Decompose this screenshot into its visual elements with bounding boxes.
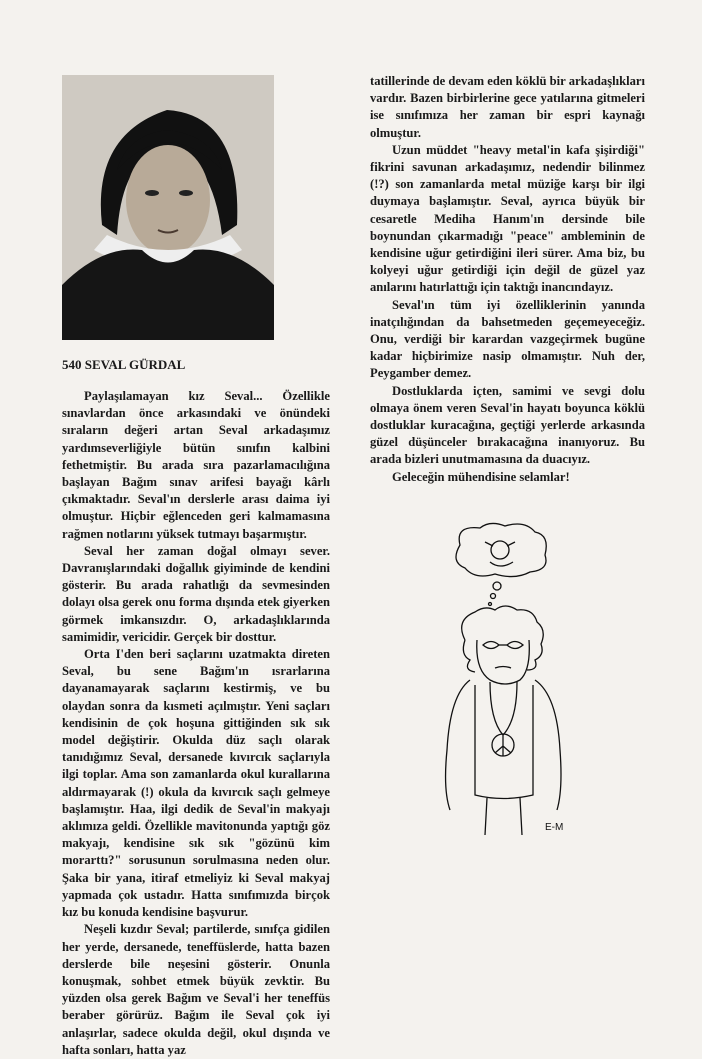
student-caption: 540 SEVAL GÜRDAL bbox=[62, 357, 186, 372]
paragraph: Seval her zaman doğal olmayı sever. Davranışlarındaki doğallık giyiminde de kendini gösterir. Bu arada rahatlığı da sevmesinden dolayı olsa gerek onu forma dışında etek giyerken görmek imkansızdır. O, arkadaşlıklarında samimidir, vericidir. Gerçek bir dosttur. bbox=[62, 543, 330, 644]
paragraph: Paylaşılamayan kız Seval... Özellikle sınavlardan önce arkasındaki ve önündeki sıraların değeri artan Seval arkadaşımız yardımseverliğiyle bütün sınıfın kalbini fethetmiştir. Bu arada sıra pazarlamacılığına başlayan Bağım sınav arifesi bayağı kârlı çıkmaktadır. Seval'ın derslerle arası daima iyi olmuştur. Hiçbir eğlenceden geri kalmamasına rağmen notlarını yüksek tutmayı başarmıştır. bbox=[62, 389, 330, 541]
paragraph: tatillerinde de devam eden köklü bir arkadaşlıkları vardır. Bazen birbirlerine gece yatılarına gitmeleri ise sınıfımıza her zaman bir espri kaynağı olmuştur. bbox=[370, 74, 645, 140]
paragraph: Geleceğin mühendisine selamlar! bbox=[392, 469, 570, 484]
paragraph: Seval'ın tüm iyi özelliklerinin yanında inatçılığından da bahsetmeden geçemeyeceğiz. Onu, verdiği bir karardan vazgeçirmek bugüne kadar hiçbirimize nasip olmamıştır. Nuh der, Peygamber demez. bbox=[370, 297, 645, 381]
paragraph: Dostluklarda içten, samimi ve sevgi dolu olmaya önem veren Seval'in hayatı boyunca köklü dostluklar kuracağına, geçtiği yerlerde arkasında güzel düşünceler bırakacağına inanıyoruz. Bu arada bizleri unutmamasına da duacıyız. bbox=[370, 383, 645, 467]
caricature-drawing bbox=[435, 520, 575, 840]
left-column-text bbox=[62, 388, 330, 1059]
paragraph: Neşeli kızdır Seval; partilerde, sınıfça gidilen her yerde, dersanede, teneffüslerde, hatta bazen derslerde bile neşesini gösterir. Onunla konuşmak, sohbet etmek büyük zevktir. Bu yüzden olsa gerek Bağım ve Seval'i her teneffüs beraber görürüz. Bağım ile Seval çok iyi anlaşırlar, sadece okulda değil, okul dışında ve hafta sonları, hatta yaz bbox=[62, 922, 330, 1057]
right-column-text bbox=[370, 73, 645, 486]
paragraph: Uzun müddet "heavy metal'in kafa şişirdiği" fikrini savunan arkadaşımız, nedendir bilinmez (!?) son zamanlarda metal müziğe karşı bir ilgi duymaya başlamıştır. Seval, ayrıca büyük bir cesaretle Mediha Hanım'ın dersinde bile boynundan çıkarmadığı "peace" ambleminin de kendisine uğur getirdiğini ileri sürer. Ama biz, bu kolyeyi uğur getirdiği için değil de güzel yaz anılarını hatırlattığı için taktığı inancındayız. bbox=[370, 142, 645, 295]
caricature-image bbox=[435, 520, 575, 840]
paragraph: Orta I'den beri saçlarını uzatmakta direten Seval, bu sene Bağım'ın ısrarlarına dayanamayarak saçlarını kestirmiş, ve bu olaydan sonra da kısmeti açılmıştır. Yeni saçları kendisinin de çok hoşuna gittiğinden sık sık model değiştirir. Okulda düz saçlı olarak tanıdığımız Seval, dersanede kıvırcık saçlarıyla ilgi toplar. Ama son zamanlarda okul kurallarına aldırmayarak (!) okula da kıvırcık saçlı gelmeye başlamıştır. Haa, ilgi dedik de Seval'in makyajı aklımıza geldi. Özellikle mavitonunda yaptığı göz makyajı, kendisine sık sık "gözünü kim morarttı?" sorusunun sorulmasına neden olur. Şaka bir yana, itiraf etmeliyiz ki Seval makyaj yapmada çok ustadır. Hatta sınıfımızda birçok kız bu konuda kendisine başvurur. bbox=[62, 647, 330, 920]
cartoon-signature: E-M bbox=[545, 822, 564, 833]
portrait-image bbox=[62, 75, 274, 340]
portrait-photo bbox=[62, 75, 274, 340]
